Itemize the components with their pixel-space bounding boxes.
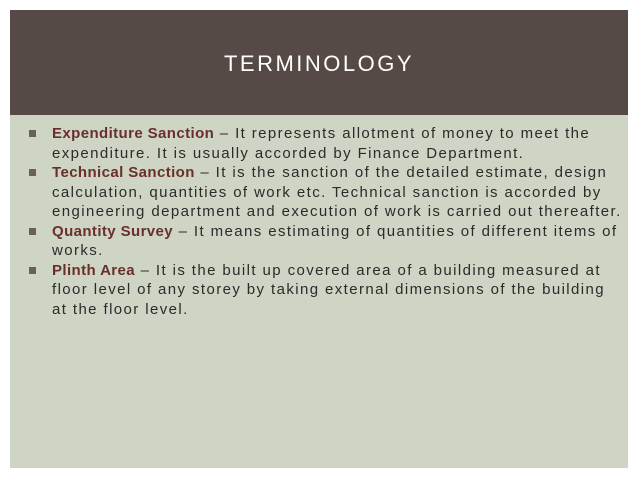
- title-bar: [10, 10, 628, 115]
- bullet-text: – It is the sanction of the detailed estimate, design calculation, quantities of work etc. Technical sanction is accorded by engineering department and execution of work is carried out thereafter.: [52, 164, 622, 220]
- bullet-item: [22, 261, 622, 320]
- square-bullet-icon: [29, 267, 36, 274]
- bullet-item: [22, 124, 622, 163]
- bullet-text: – It means estimating of quantities of different items of works.: [52, 222, 618, 259]
- bullet-term: Expenditure Sanction: [52, 125, 215, 142]
- bullet-term: Quantity Survey: [52, 222, 174, 240]
- content-area: [10, 115, 628, 468]
- bullet-list: [22, 124, 622, 319]
- bullet-text: – It is the built up covered area of a building measured at floor level of any storey by taking external dimensions of the building at the floor level.: [52, 261, 605, 318]
- bullet-item: [22, 163, 622, 222]
- bullet-term: Plinth Area: [52, 261, 136, 279]
- bullet-item: [22, 222, 622, 261]
- square-bullet-icon: [29, 228, 36, 235]
- bullet-text: – It represents allotment of money to meet the expenditure. It is usually accorded by Finance Department.: [52, 125, 591, 162]
- bullet-term: Technical Sanction: [52, 164, 195, 181]
- square-bullet-icon: [29, 169, 36, 176]
- square-bullet-icon: [29, 130, 36, 137]
- slide-title: TERMINOLOGY: [223, 50, 415, 76]
